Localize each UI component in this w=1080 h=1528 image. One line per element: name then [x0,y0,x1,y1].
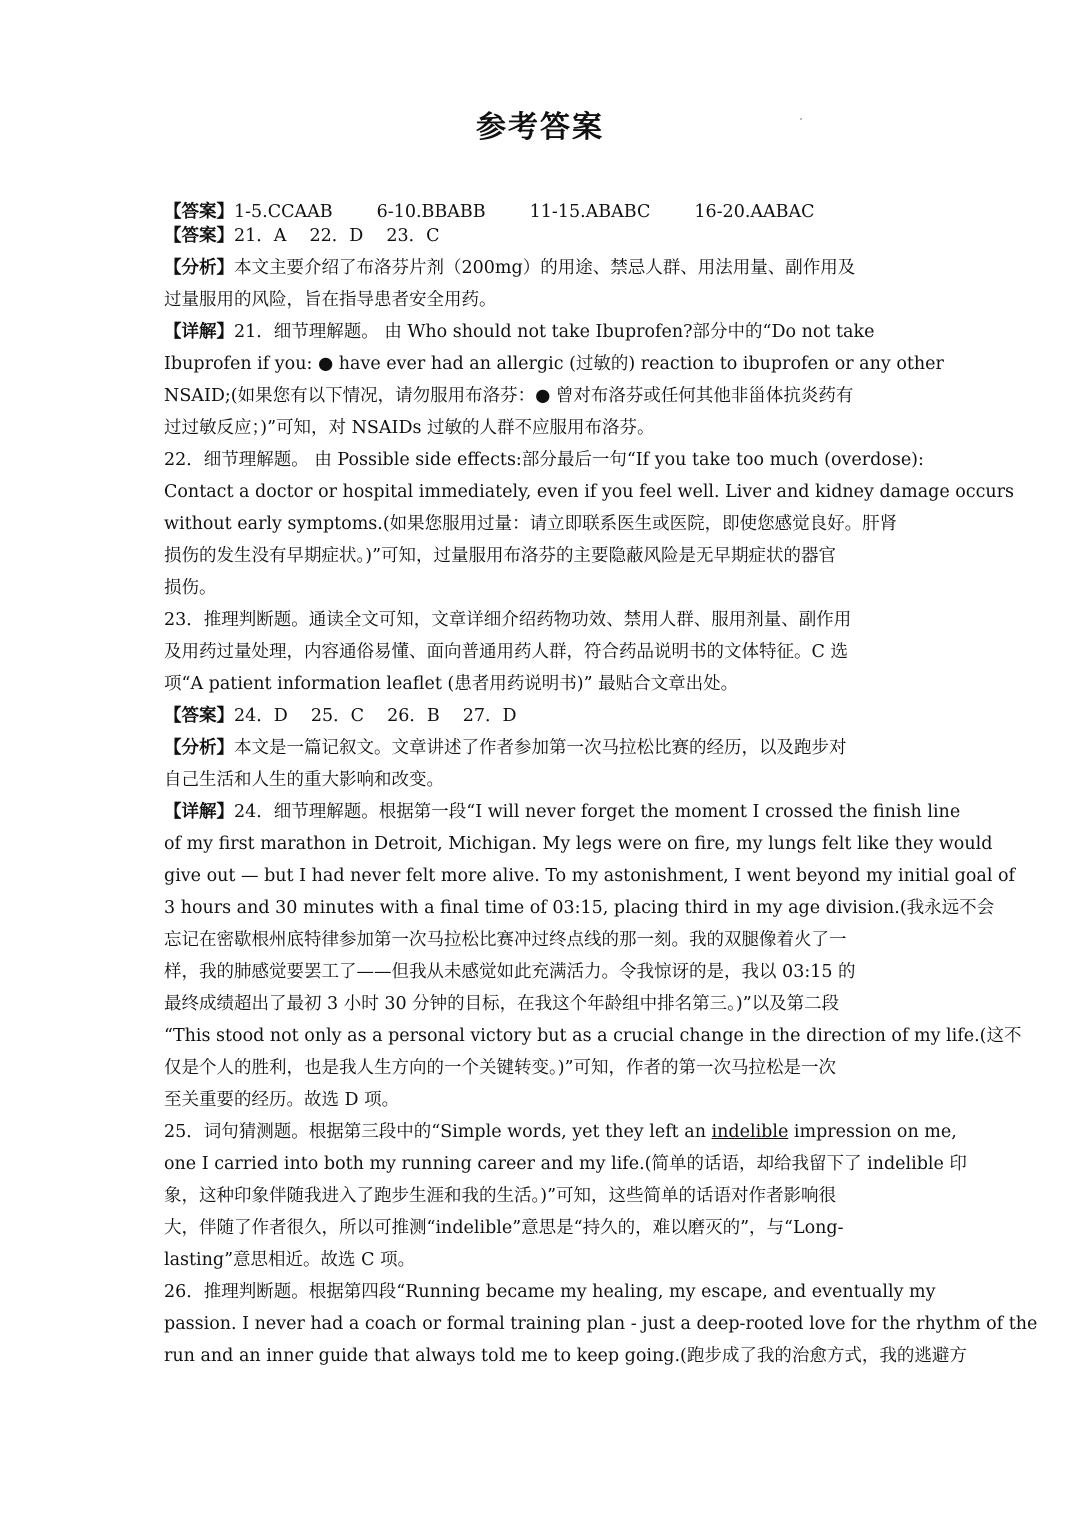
paragraph-text: 本文主要介绍了布洛芬片剂（200mg）的用途、禁忌人群、用法用量、副作用及 [234,258,856,278]
text-line: give out — but I had never felt more alive. To my astonishment, I went beyond my initial goal of [164,866,1016,886]
text-line: Contact a doctor or hospital immediately, even if you feel well. Liver and kidney damage occurs [164,482,1015,502]
answer-tag: 【答案】 [164,706,234,726]
paragraph-text: 本文是一篇记叙文。文章讲述了作者参加第一次马拉松比赛的经历，以及跑步对 [234,738,847,758]
text-line: without early symptoms.(如果您服用过量：请立即联系医生或医院，即使您感觉良好。肝肾 [164,514,898,534]
text-line: 及用药过量处理，内容通俗易懂、面向普通用药人群，符合药品说明书的文体特征。C 选 [164,642,848,662]
answer-text: 21．A 22．D 23．C [234,226,440,246]
paragraph-text: 21．细节理解题。 由 Who should not take Ibuprofen?部分中的“Do not take [234,322,875,342]
text-line: 仅是个人的胜利，也是我人生方向的一个关键转变。)”可知，作者的第一次马拉松是一次 [164,1058,837,1078]
answer-text: 24．D 25．C 26．B 27．D [234,706,517,726]
text-line: passion. I never had a coach or formal training plan - just a deep-rooted love for the rhythm of the [164,1314,1038,1334]
text-line: one I carried into both my running career and my life.(简单的话语，却给我留下了 indelible 印 [164,1154,967,1174]
paragraph-text: 24．细节理解题。根据第一段“I will never forget the moment I crossed the finish line [234,802,961,822]
explanation-tag: 【详解】 [164,802,234,822]
answer-tag: 【答案】 [164,202,234,222]
answer-tag: 【答案】 [164,226,234,246]
answer-line-24-27 [164,700,916,732]
text-line: 象，这种印象伴随我进入了跑步生涯和我的生活。)”可知，这些简单的话语对作者影响很 [164,1186,837,1206]
answer-group: 6-10.BBABB [376,202,486,222]
underlined-word: indelible [711,1122,789,1142]
paragraph-text: impression on me, [788,1122,957,1142]
analysis-tag: 【分析】 [164,738,234,758]
answer-group: 11-15.ABABC [529,202,651,222]
text-line: Ibuprofen if you: ● have ever had an allergic (过敏的) reaction to ibuprofen or any other [164,354,944,374]
text-line: 23．推理判断题。通读全文可知，文章详细介绍药物功效、禁用人群、服用剂量、副作用 [164,610,852,630]
text-line: 最终成绩超出了最初 3 小时 30 分钟的目标，在我这个年龄组中排名第三。)”以及第二段 [164,994,840,1014]
text-line: 自己生活和人生的重大影响和改变。 [164,770,444,790]
text-line: 项“A patient information leaflet (患者用药说明书)” 最贴合文章出处。 [164,674,739,694]
answer-content [164,196,1038,1372]
text-line: 过过敏反应；)”可知，对 NSAIDs 过敏的人群不应服用布洛芬。 [164,418,655,438]
text-line: 损伤的发生没有早期症状。)”可知，过量服用布洛芬的主要隐蔽风险是无早期症状的器官 [164,546,837,566]
answer-group: 16-20.AABAC [694,202,815,222]
text-line [164,1116,957,1148]
text-line: 忘记在密歇根州底特律参加第一次马拉松比赛冲过终点线的那一刻。我的双腿像着火了一 [164,930,847,950]
analysis-tag: 【分析】 [164,258,234,278]
paragraph-text: 25．词句猜测题。根据第三段中的“Simple words, yet they left an [164,1122,712,1142]
text-line: 大，伴随了作者很久，所以可推测“indelible”意思是“持久的，难以磨灭的”，与“Long- [164,1218,844,1238]
explanation-line [164,316,916,348]
text-line: “This stood not only as a personal victory but as a crucial change in the direction of my life.(这不 [164,1026,1022,1046]
text-line: run and an inner guide that always told me to keep going.(跑步成了我的治愈方式，我的逃避方 [164,1346,967,1366]
answer-group: 1-5.CCAAB [234,202,333,222]
text-line: 过量服用的风险，旨在指导患者安全用药。 [164,290,497,310]
page-title: 参考答案 [476,110,604,145]
text-line: 26．推理判断题。根据第四段“Running became my healing, my escape, and eventually my [164,1282,936,1302]
explanation-tag: 【详解】 [164,322,234,342]
text-line: 损伤。 [164,578,217,598]
text-line: 样，我的肺感觉要罢工了——但我从未感觉如此充满活力。令我惊讶的是，我以 03:15 的 [164,962,856,982]
text-line: 3 hours and 30 minutes with a final time of 03:15, placing third in my age division.(我永远不会 [164,898,995,918]
analysis-line [164,732,916,764]
analysis-line [164,252,916,284]
text-line: NSAID;(如果您有以下情况，请勿服用布洛芬：● 曾对布洛芬或任何其他非甾体抗炎药有 [164,386,854,406]
explanation-line [164,796,961,828]
text-line: of my first marathon in Detroit, Michigan. My legs were on fire, my lungs felt like they would [164,834,993,854]
text-line: 至关重要的经历。故选 D 项。 [164,1090,400,1110]
text-line: 22．细节理解题。 由 Possible side effects:部分最后一句“If you take too much (overdose): [164,450,924,470]
text-line: lasting”意思相近。故选 C 项。 [164,1250,416,1270]
